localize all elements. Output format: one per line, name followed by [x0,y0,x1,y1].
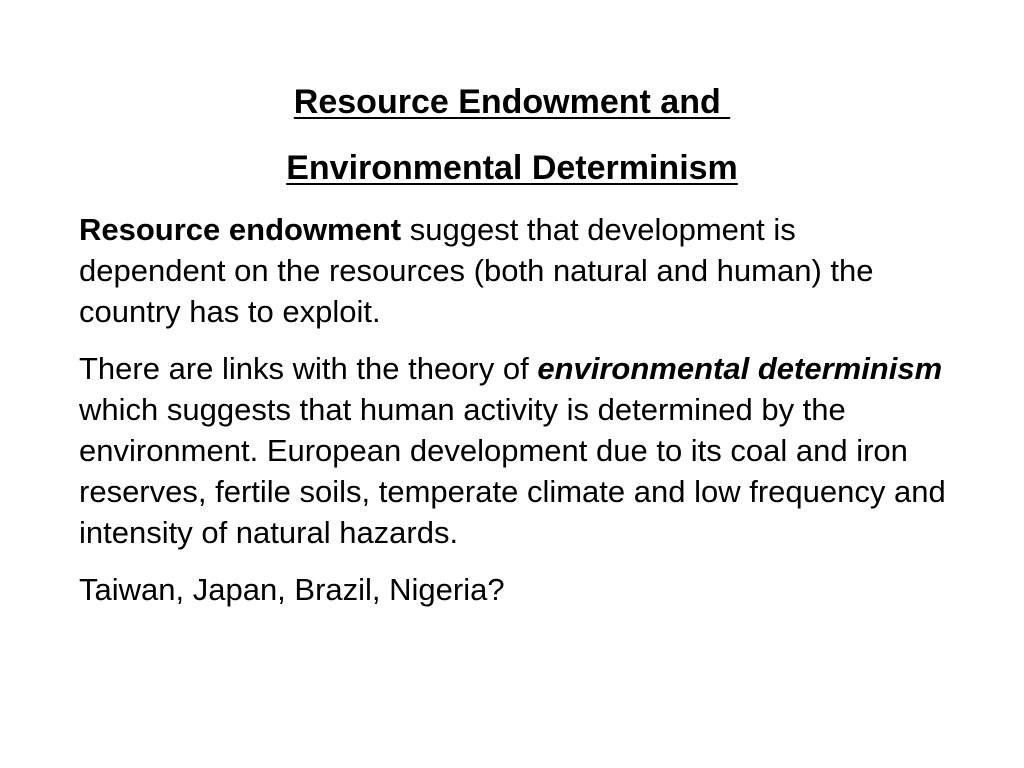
term-resource-endowment: Resource endowment [79,212,402,247]
paragraph-environmental-determinism [79,348,949,553]
title-line-2 [0,144,1024,192]
paragraph-2-text-before: There are links with the theory of [79,351,538,386]
title-line-1 [0,78,1024,126]
slide-body [79,209,949,626]
paragraph-2-text-after: which suggests that human activity is determined by the environment. European development due to its coal and iron reserves, fertile soils, temperate climate and low frequency and intensity of natural hazards. [79,392,946,550]
paragraph-examples: Taiwan, Japan, Brazil, Nigeria? [79,572,505,607]
term-environmental-determinism: environmental determinism [537,351,943,386]
title-line-2-text: Environmental Determinism [286,149,738,187]
title-line-1-text: Resource Endowment and [293,83,731,121]
paragraph-1-text: suggest that development is dependent on the resources (both natural and human) the country has to exploit. [79,212,874,329]
slide-title [0,78,1024,210]
paragraph-resource-endowment [79,209,949,332]
